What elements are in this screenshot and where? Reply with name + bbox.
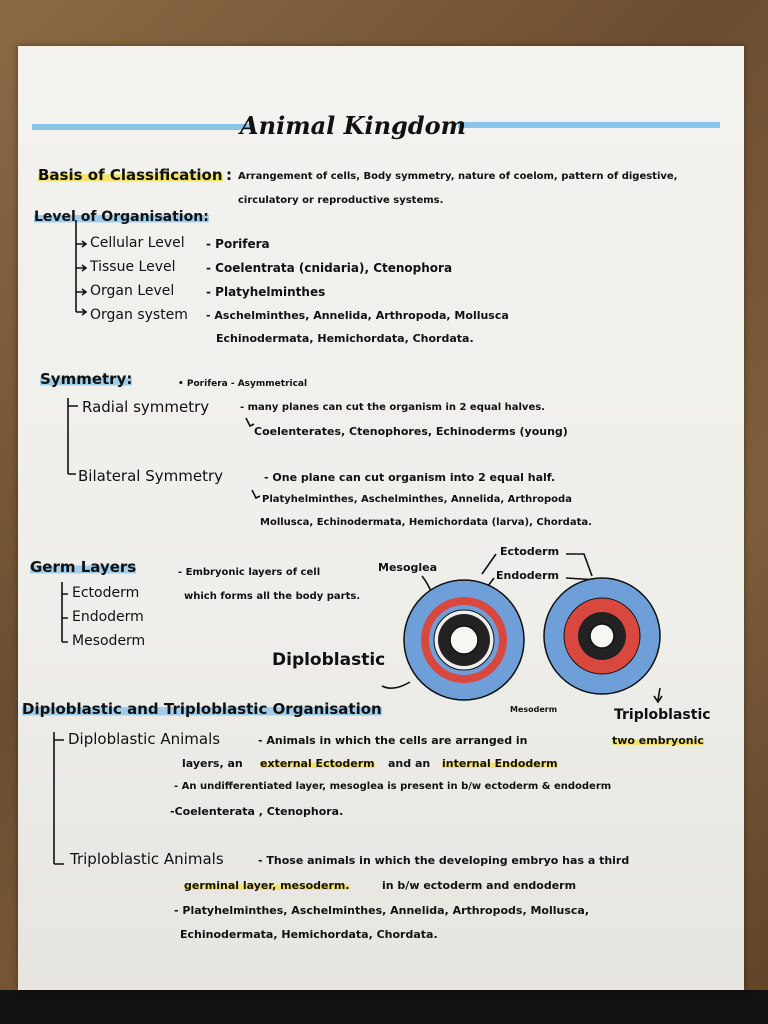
- bilateral-label: Bilateral Symmetry: [78, 467, 223, 485]
- triplo-def-2b: in b/w ectoderm and endoderm: [382, 879, 577, 892]
- porifera-note: • Porifera - Asymmetrical: [178, 379, 308, 389]
- basis-colon: :: [226, 166, 232, 184]
- triplo-cavity: [590, 624, 614, 648]
- label-diploblastic: Diploblastic: [272, 650, 386, 670]
- diplo-note: - An undifferentiated layer, mesoglea is present in b/w ectoderm & endoderm: [174, 781, 612, 792]
- arrow-icon: [654, 688, 662, 702]
- arrow-icon: [76, 265, 86, 271]
- notebook-page: [18, 46, 744, 990]
- arrow-icon: [76, 241, 86, 247]
- symmetry-bracket: [68, 398, 78, 474]
- germ-bracket: [62, 582, 68, 642]
- page-title: Animal Kingdom: [240, 111, 466, 140]
- arrow-icon: [252, 490, 260, 498]
- diplo-label: Diploblastic Animals: [68, 730, 221, 748]
- germ-definition-1: - Embryonic layers of cell: [178, 567, 321, 578]
- level-system-label: Organ system: [90, 307, 188, 323]
- diploblastic-diagram: [404, 580, 524, 700]
- level-tissue-value: - Coelentrata (cnidaria), Ctenophora: [206, 261, 453, 275]
- bilateral-examples-1: Platyhelminthes, Aschelminthes, Annelida, Arthropoda: [262, 494, 572, 505]
- pointer-diploblastic: [382, 682, 410, 688]
- diplo-cavity: [450, 626, 478, 654]
- arrow-icon: [76, 309, 86, 315]
- radial-examples: Coelenterates, Ctenophores, Echinoderms (young): [254, 425, 568, 438]
- drawings-layer: [18, 46, 744, 990]
- bilateral-definition: - One plane can cut organism into 2 equal half.: [264, 471, 556, 484]
- level-cellular-value: - Porifera: [206, 237, 270, 251]
- germ-heading: Germ Layers: [30, 558, 137, 576]
- levels-heading: Level of Organisation:: [34, 209, 209, 225]
- level-system-value: - Aschelminthes, Annelida, Arthropoda, Mollusca: [206, 309, 509, 322]
- organisation-heading: Diploblastic and Triploblastic Organisation: [22, 700, 382, 718]
- organisation-bracket: [54, 732, 64, 864]
- level-organ-value: - Platyhelminthes: [206, 285, 326, 299]
- basis-text-2: circulatory or reproductive systems.: [238, 195, 444, 206]
- label-ectoderm: Ectoderm: [500, 545, 560, 558]
- label-endoderm: Endoderm: [496, 569, 559, 582]
- diplo-def-2c: and an: [388, 757, 431, 770]
- triplo-def-1: - Those animals in which the developing embryo has a third: [258, 854, 630, 867]
- germ-item-mesoderm: Mesoderm: [72, 633, 146, 649]
- level-tissue-label: Tissue Level: [90, 259, 176, 275]
- diplo-def-2a: layers, an: [182, 757, 243, 770]
- arrow-icon: [246, 418, 254, 426]
- diplo-def-2d: internal Endoderm: [442, 757, 558, 770]
- label-triploblastic: Triploblastic: [614, 707, 711, 723]
- diplo-def-1a: - Animals in which the cells are arranged in: [258, 734, 528, 747]
- bottom-shadow: [0, 990, 768, 1024]
- germ-item-endoderm: Endoderm: [72, 609, 144, 625]
- triplo-examples-1: - Platyhelminthes, Aschelminthes, Annelida, Arthropods, Mollusca,: [174, 904, 590, 917]
- basis-heading: Basis of Classification: [38, 166, 223, 184]
- level-system-continued: Echinodermata, Hemichordata, Chordata.: [216, 332, 474, 345]
- basis-text-1: Arrangement of cells, Body symmetry, nature of coelom, pattern of digestive,: [238, 171, 678, 182]
- radial-label: Radial symmetry: [82, 398, 210, 416]
- diplo-def-2b: external Ectoderm: [260, 757, 375, 770]
- triploblastic-diagram: [544, 578, 660, 694]
- pointer-ectoderm: [482, 554, 592, 576]
- diplo-examples: -Coelenterata , Ctenophora.: [170, 805, 344, 818]
- label-mesoderm: Mesoderm: [510, 705, 558, 714]
- germ-item-ectoderm: Ectoderm: [72, 585, 140, 601]
- label-mesoglea: Mesoglea: [378, 561, 438, 574]
- germ-definition-2: which forms all the body parts.: [184, 591, 361, 602]
- radial-definition: - many planes can cut the organism in 2 equal halves.: [240, 402, 545, 413]
- bilateral-examples-2: Mollusca, Echinodermata, Hemichordata (larva), Chordata.: [260, 517, 592, 528]
- triplo-label: Triploblastic Animals: [70, 850, 224, 868]
- triplo-def-2a: germinal layer, mesoderm.: [184, 879, 350, 892]
- arrow-icon: [76, 289, 86, 295]
- triplo-examples-2: Echinodermata, Hemichordata, Chordata.: [180, 928, 438, 941]
- level-cellular-label: Cellular Level: [90, 235, 185, 251]
- level-organ-label: Organ Level: [90, 283, 175, 299]
- diplo-def-1b: two embryonic: [612, 734, 704, 747]
- symmetry-heading: Symmetry:: [40, 370, 133, 388]
